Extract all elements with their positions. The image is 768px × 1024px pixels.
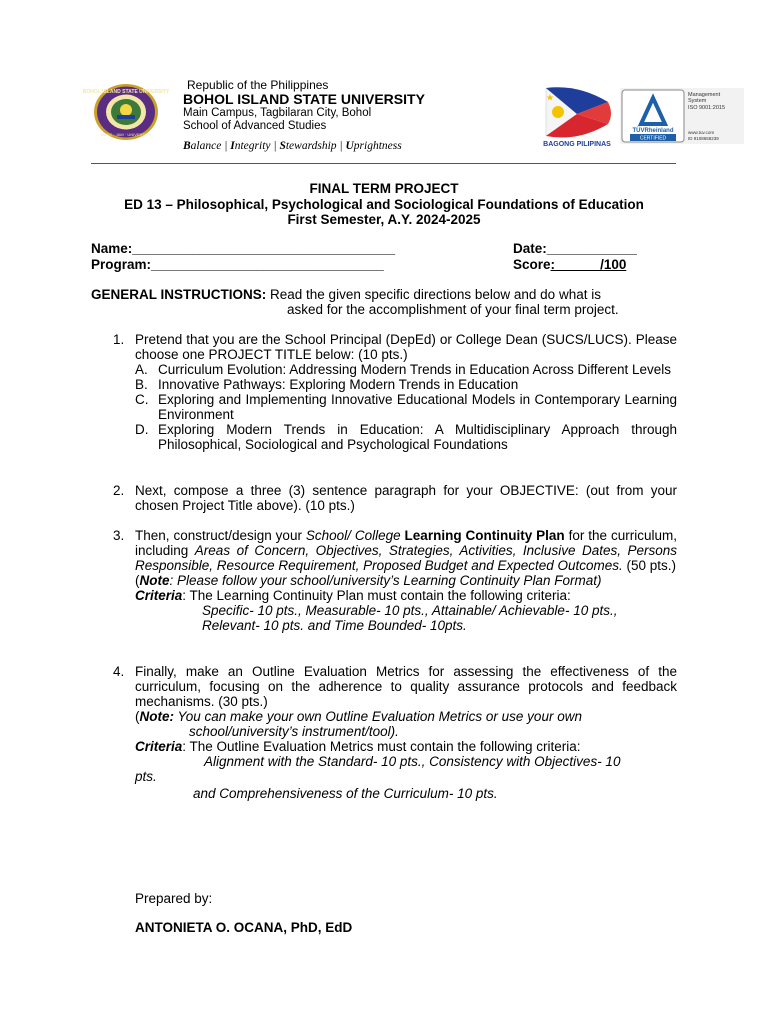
- general-instructions-text-2: asked for the accomplishment of your final term project.: [287, 302, 619, 317]
- criteria-detail: Specific- 10 pts., Measurable- 10 pts., Attainable/ Achievable- 10 pts.,: [202, 603, 618, 618]
- title-line-3: First Semester, A.Y. 2024-2025: [287, 212, 481, 227]
- header-divider: [91, 163, 676, 164]
- motto-rest: prightness: [353, 140, 402, 152]
- motto-rest: tewardship: [285, 140, 337, 152]
- tuv-management-text: Management: [688, 92, 721, 98]
- criteria-line: [135, 739, 677, 754]
- seal-motto-text: NUNC · JAM · UNIVERSITY: [100, 132, 152, 137]
- motto-rest: alance: [190, 140, 222, 152]
- document-title: [91, 181, 677, 228]
- field-row: [91, 241, 677, 257]
- bagong-pilipinas-text: BAGONG PILIPINAS: [543, 141, 611, 148]
- score-label: Score: [513, 257, 551, 272]
- campus-line: Main Campus, Tagbilaran City, Bohol: [183, 107, 372, 119]
- general-instructions-label: GENERAL INSTRUCTIONS:: [91, 287, 267, 302]
- field-row: [91, 257, 677, 273]
- text-run: Then, construct/design your: [135, 528, 306, 543]
- signatory-name: ANTONIETA O. OCANA, PhD, EdD: [135, 920, 353, 935]
- motto-rest: ntegrity: [234, 140, 271, 152]
- text-run: (: [135, 573, 140, 588]
- title-line-1: FINAL TERM PROJECT: [309, 181, 459, 196]
- criteria-text: : The Outline Evaluation Metrics must contain the following criteria:: [182, 739, 581, 754]
- option-letter: B.: [135, 377, 148, 392]
- letterhead: [183, 79, 425, 154]
- text-run: School/ College: [305, 528, 401, 543]
- option-letter: D.: [135, 422, 149, 437]
- item-text: Next, compose a three (3) sentence paragraph for your OBJECTIVE: (out from your chosen Project Title above). (10 pts.): [135, 483, 677, 513]
- score-value: :______/100: [550, 257, 627, 272]
- text-run: for the curriculum, including: [135, 528, 677, 558]
- note-text: You can make your own Outline Evaluation Metrics or use your own: [174, 709, 582, 724]
- text-run: (50 pts.): [622, 558, 677, 573]
- tuv-iso-text: ISO 9001:2015: [688, 105, 726, 111]
- tuv-url-text: www.tuv.com: [688, 130, 715, 135]
- score-field: [513, 257, 626, 272]
- republic-line: Republic of the Philippines: [187, 78, 329, 92]
- project-option-b: [135, 377, 677, 392]
- item-text: Pretend that you are the School Principal (DepEd) or College Dean (SUCS/LUCS). Please choose one PROJECT TITLE below: (10 pts.): [135, 332, 677, 362]
- project-option-a: [135, 362, 677, 377]
- item-number: 1.: [113, 332, 125, 347]
- bagong-pilipinas-logo: [538, 80, 616, 148]
- motto-line: [183, 139, 425, 154]
- title-line-2: ED 13 – Philosophical, Psychological and Sociological Foundations of Education: [124, 196, 644, 212]
- note-line-2: school/university’s instrument/tool).: [189, 724, 399, 739]
- item-text: [135, 528, 677, 573]
- note-label: Note:: [139, 709, 174, 724]
- option-text: Curriculum Evolution: Addressing Modern Trends in Education Across Different Levels: [158, 362, 672, 377]
- option-letter: C.: [135, 392, 149, 407]
- project-option-d: [135, 422, 677, 452]
- general-instructions-text: Read the given specific directions below and do what is: [266, 287, 601, 302]
- item-number: 3.: [113, 528, 125, 543]
- note-text: : Please follow your school/university’s Learning Continuity Plan Format): [169, 573, 602, 588]
- motto-initial: U: [345, 140, 354, 152]
- motto-initial: B: [183, 140, 191, 152]
- seal-ring-text: BOHOL ISLAND STATE UNIVERSITY: [82, 89, 170, 95]
- item-number: 4.: [113, 664, 125, 679]
- note-label: Note: [139, 573, 170, 588]
- option-text: Innovative Pathways: Exploring Modern Trends in Education: [158, 377, 519, 392]
- motto-separator: |: [221, 140, 231, 152]
- motto-initial: S: [279, 140, 286, 152]
- criteria-detail: Relevant- 10 pts. and Time Bounded- 10pts.: [202, 618, 467, 633]
- criteria-detail: and Comprehensiveness of the Curriculum- 10 pts.: [193, 786, 498, 801]
- text-run: (: [135, 709, 140, 724]
- instruction-item-3: [113, 528, 677, 633]
- student-fields: [91, 241, 677, 273]
- criteria-label: Criteria: [135, 588, 183, 603]
- tuv-brand-text: TÜVRheinland: [632, 128, 674, 134]
- option-text: Exploring Modern Trends in Education: A Multidisciplinary Approach through Philosophical, Sociological and Psychological Foundations: [158, 422, 677, 452]
- instruction-item-1: [113, 332, 677, 452]
- motto-separator: |: [336, 140, 346, 152]
- date-field: Date:____________: [513, 241, 637, 256]
- option-text: Exploring and Implementing Innovative Educational Models in Contemporary Learning Environment: [158, 392, 677, 422]
- text-run: Learning Continuity Plan: [400, 528, 565, 543]
- university-name: BOHOL ISLAND STATE UNIVERSITY: [183, 91, 425, 107]
- program-field: Program:_______________________________: [91, 257, 384, 272]
- school-line: School of Advanced Studies: [183, 119, 327, 132]
- criteria-label: Criteria: [135, 739, 183, 754]
- motto-initial: I: [230, 140, 235, 152]
- tuv-certified-text: CERTIFIED: [639, 135, 667, 142]
- university-seal-logo: [82, 83, 170, 141]
- tuv-system-text: System: [688, 98, 707, 104]
- general-instructions: [91, 287, 677, 317]
- text-run: Areas of Concern, Objectives, Strategies, Activities, Inclusive Dates, Persons Responsible, Resource Requirement, Proposed Budget and Expected Outcomes.: [135, 543, 677, 573]
- instruction-item-2: [113, 483, 677, 513]
- item-number: 2.: [113, 483, 125, 498]
- option-letter: A.: [135, 362, 148, 377]
- instruction-item-4: [113, 664, 677, 801]
- name-field: Name:___________________________________: [91, 241, 396, 256]
- criteria-text: : The Learning Continuity Plan must contain the following criteria:: [182, 588, 571, 603]
- project-option-c: [135, 392, 677, 422]
- criteria-detail-wrap: pts.: [135, 769, 157, 784]
- note-line: [135, 573, 677, 588]
- prepared-by-label: Prepared by:: [135, 891, 213, 906]
- note-line: [135, 709, 677, 724]
- tuv-id-text: ID 9108658239: [688, 136, 719, 141]
- tuv-certification-logo: [620, 88, 744, 144]
- motto-separator: |: [270, 140, 280, 152]
- criteria-line: [135, 588, 677, 603]
- item-text: Finally, make an Outline Evaluation Metrics for assessing the effectiveness of the curriculum, focusing on the adherence to quality assurance protocols and feedback mechanisms. (30 pts.): [135, 664, 677, 709]
- criteria-detail: Alignment with the Standard- 10 pts., Consistency with Objectives- 10: [204, 754, 621, 769]
